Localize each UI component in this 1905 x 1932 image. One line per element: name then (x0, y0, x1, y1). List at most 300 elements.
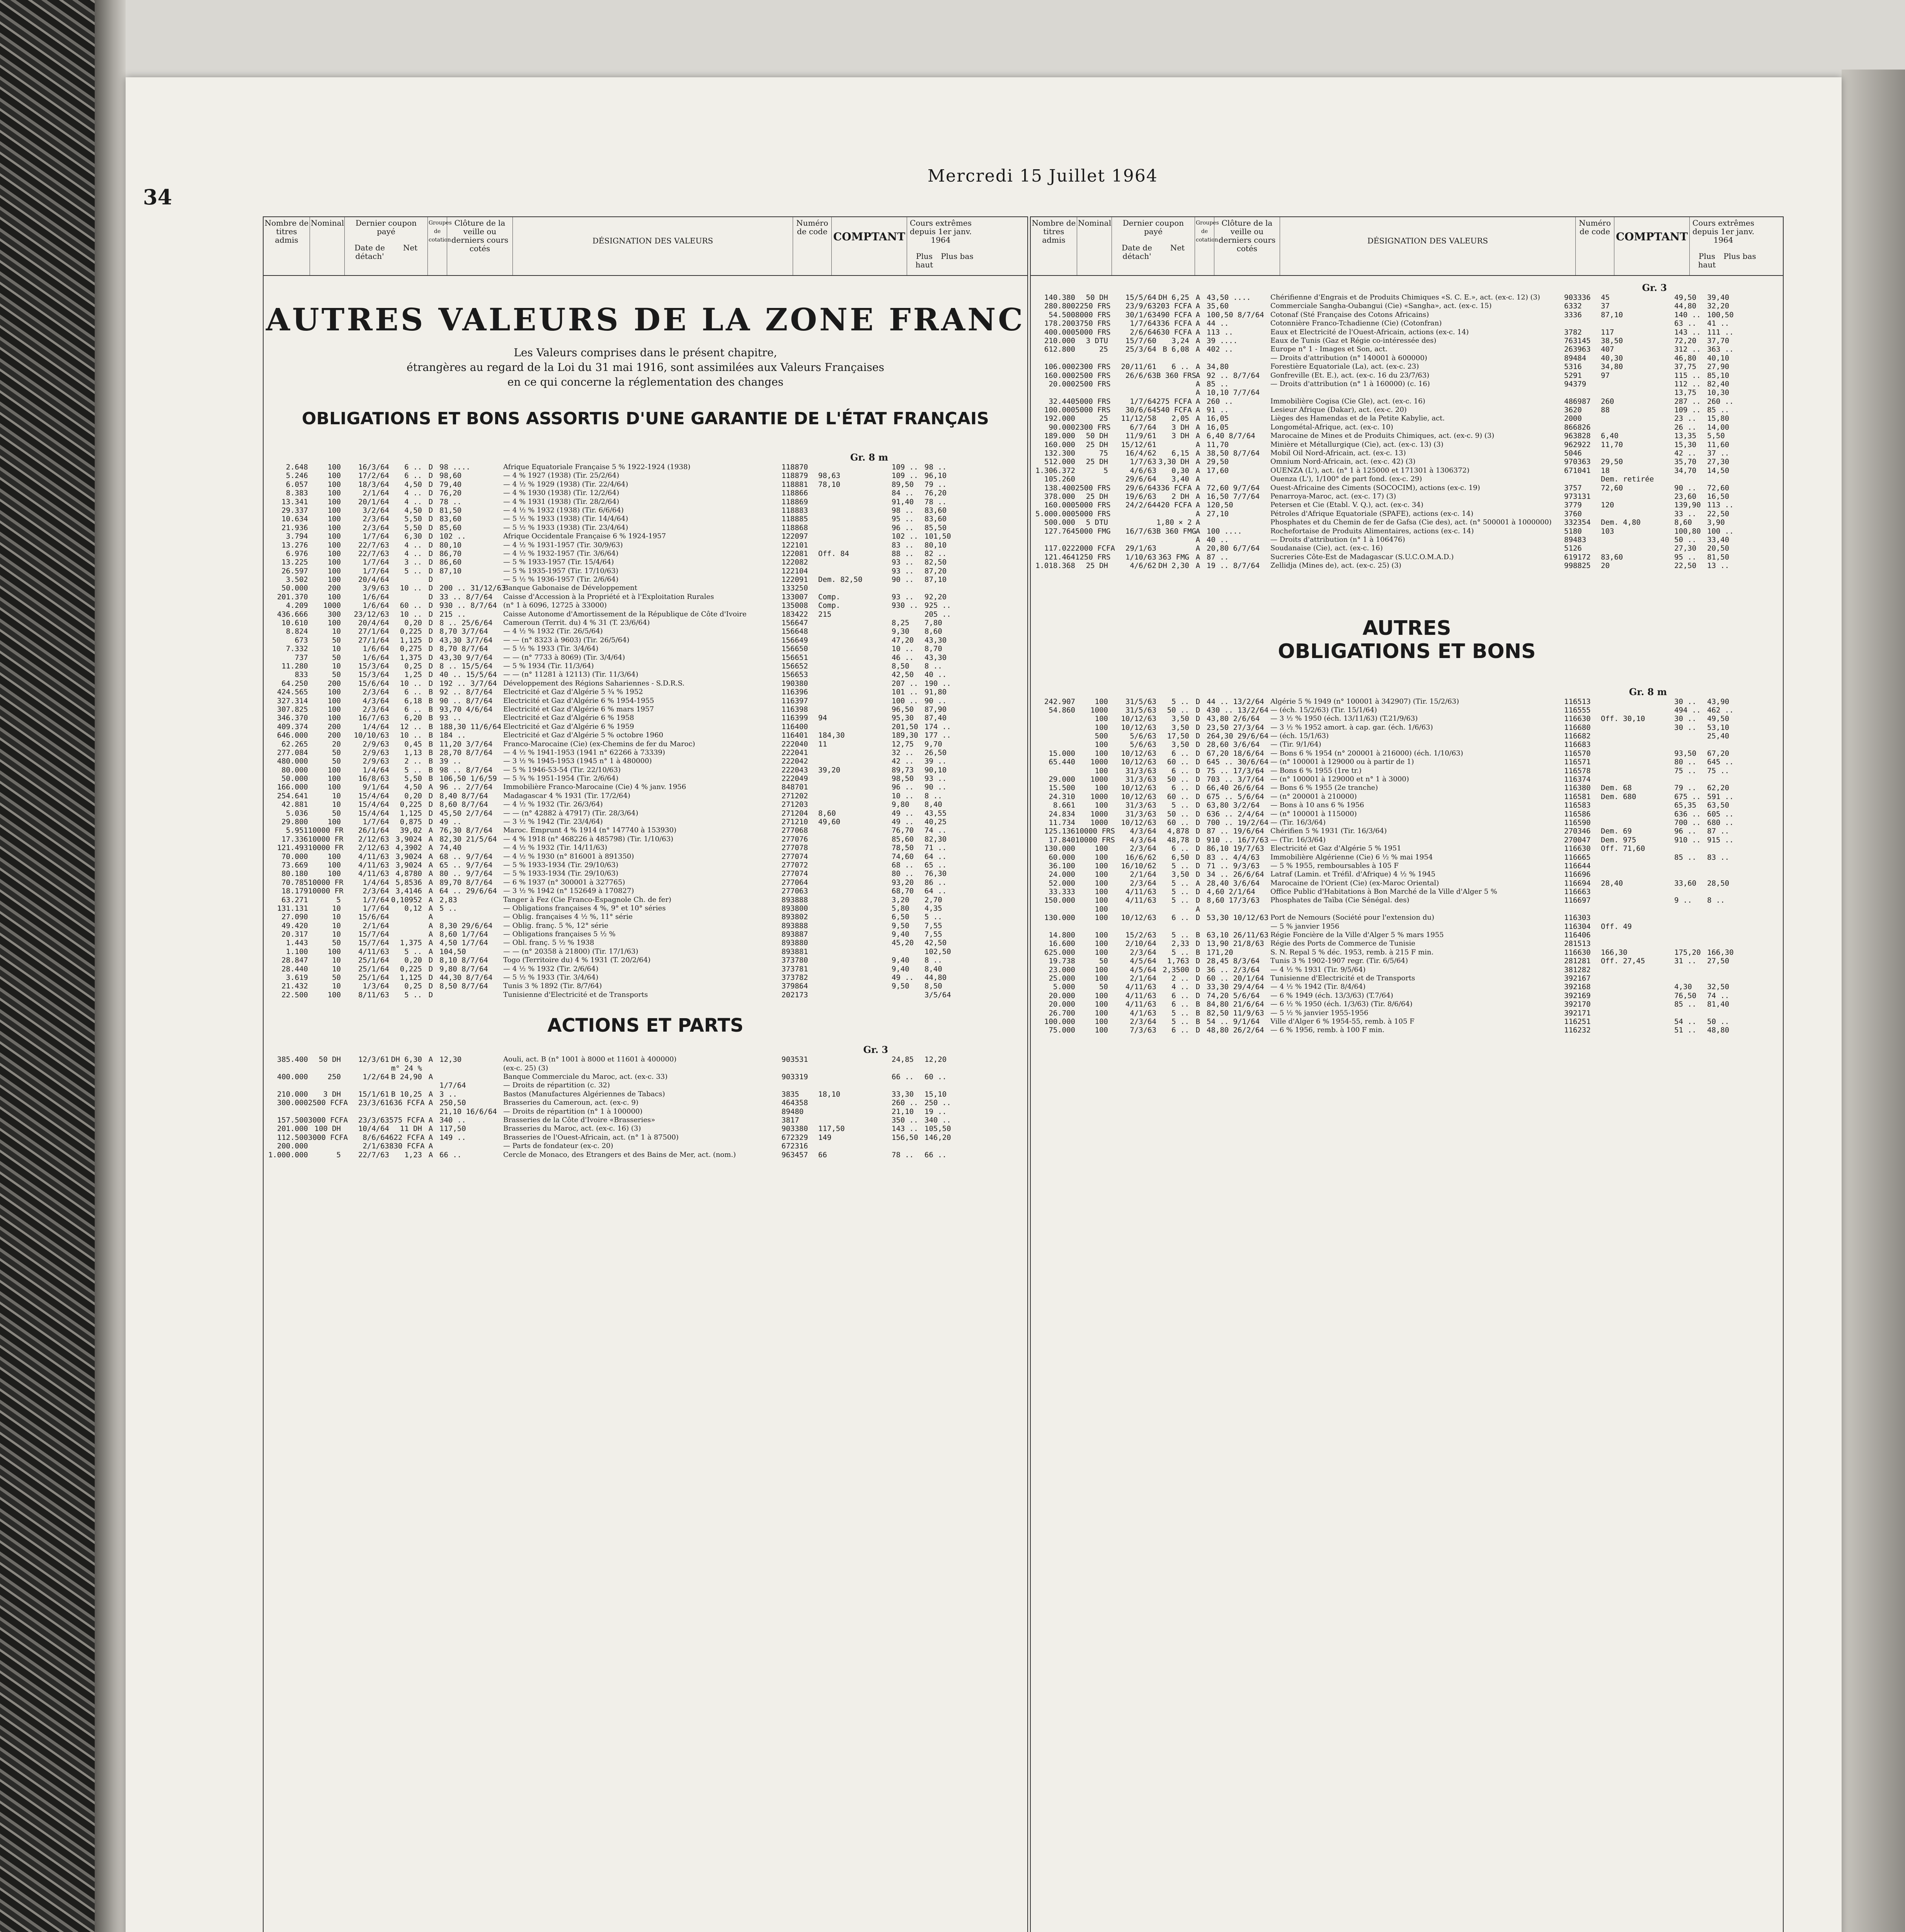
cell-net: B 24,90 (391, 1073, 422, 1081)
cell-date: 4/11/63 (1125, 983, 1156, 992)
cell-plus-haut: 700 .. (1674, 818, 1701, 827)
cell-cloture: 21,10 16/6/64 (439, 1107, 497, 1116)
cell-cloture (439, 575, 503, 584)
table-row (1031, 818, 1783, 827)
cell-date: 4/11/63 (358, 947, 389, 956)
cell-nombre (1031, 740, 1075, 749)
cell-plus-haut: 24,85 (892, 1055, 914, 1064)
table-row (1031, 931, 1783, 939)
cell-code: 122091 (781, 575, 808, 584)
cell-net: 0,20 (404, 619, 422, 628)
cell-code: 3779 (1564, 501, 1582, 510)
cell-nombre: 210.000 (1044, 336, 1075, 345)
cell-groupe: A (428, 1116, 433, 1124)
cell-plus-bas: 74 .. (1707, 991, 1730, 1000)
cell-net: 4 .. (404, 541, 422, 549)
cell-nominal: 2500 FRS (1075, 371, 1111, 380)
cell-date: 15/3/64 (358, 662, 389, 670)
cell-plus-haut: 33,30 (892, 1090, 914, 1099)
cell-designation: Bastos (Manufactures Algériennes de Tabacs) (503, 1090, 665, 1098)
cell-net: 3,50 (1171, 870, 1189, 879)
hdr-nombre: Nombre de titres admis (264, 217, 310, 275)
cell-net (389, 593, 422, 601)
cell-nombre: 62.265 (281, 740, 308, 748)
cell-plus-haut: 49 .. (892, 973, 914, 982)
cell-date: 2/1/64 (363, 921, 389, 930)
cell-plus-haut: 96 .. (892, 523, 914, 532)
cell-comptant: Dem. 69 (1601, 827, 1632, 836)
cell-plus-haut: 76,70 (892, 826, 914, 835)
cell-code: 903380 (781, 1124, 808, 1133)
cell-plus-haut: 85 .. (1674, 1000, 1697, 1009)
cell-date: 2/9/63 (363, 740, 389, 748)
cell-code: 116683 (1564, 740, 1591, 749)
cell-net: 3,9024 (395, 861, 422, 869)
cell-plus-haut: 22,50 (1674, 561, 1697, 570)
left-column (263, 216, 1028, 1932)
cell-nominal: 2500 FRS (1075, 483, 1111, 492)
cell-nominal (1075, 536, 1108, 544)
cell-nominal: 100 (1095, 784, 1108, 793)
cell-nominal: 5 DTU (1086, 518, 1108, 527)
cell-nominal: 100 (327, 619, 341, 628)
cell-cloture: 85,60 (439, 523, 462, 532)
table-row (264, 636, 1027, 645)
cell-comptant (818, 748, 892, 757)
cell-comptant: 407 (1601, 345, 1614, 354)
cell-code: 281281 (1564, 957, 1591, 966)
cell-net: 60 .. (1167, 792, 1189, 801)
cell-designation: Port de Nemours (Société pour l'extension du) (1270, 913, 1434, 922)
cell-net (389, 1081, 422, 1090)
cell-nombre: 737 (295, 653, 308, 662)
cell-nombre: 36.100 (1049, 861, 1075, 870)
cell-nombre: 33.333 (1049, 888, 1075, 896)
cell-date: 23/9/63 (1125, 302, 1156, 311)
cell-nombre: 15.000 (1049, 749, 1075, 758)
cell-plus-bas: 40,25 (924, 818, 947, 827)
cell-date: 15/12/61 (1121, 440, 1156, 449)
table-row (264, 878, 1027, 887)
cell-nombre: 400.000 (1044, 328, 1075, 337)
hdr-dernier-coupon-label: Dernier coupon payé (1122, 218, 1184, 236)
cell-groupe: D (1195, 844, 1200, 853)
cell-nombre: 2.648 (286, 463, 308, 471)
cell-plus-haut (892, 1064, 924, 1073)
cell-net (1156, 544, 1189, 553)
cell-date: 31/5/63 (1125, 697, 1156, 706)
table-row (264, 861, 1027, 869)
cell-nominal: 100 (1095, 844, 1108, 853)
cell-nominal: 10000 FRS (1075, 827, 1115, 836)
cell-date: 3/9/63 (363, 584, 389, 593)
cell-date: 31/5/63 (1125, 706, 1156, 714)
cell-designation: Eaux et Electricité de l'Ouest-Africain, actions (ex-c. 14) (1270, 328, 1469, 336)
cell-designation: Office Public d'Habitations à Bon Marché de la Ville d'Alger 5 % (1270, 888, 1497, 896)
cell-code: 116303 (1564, 913, 1591, 922)
cell-plus-haut (892, 1081, 924, 1090)
table-row (264, 731, 1027, 740)
cell-nominal: 300 (327, 610, 341, 619)
cell-net: 0,225 (400, 800, 422, 809)
hdr-extremes (1690, 217, 1757, 275)
cell-net: 6 .. (1171, 991, 1189, 1000)
table-row (264, 956, 1027, 964)
cell-nombre: 50.000 (281, 774, 308, 783)
cell-nombre: 13.276 (281, 541, 308, 549)
cell-comptant (1601, 801, 1674, 810)
table-row (1031, 406, 1783, 414)
page-stack-edge (1842, 70, 1905, 1932)
cell-plus-haut: 47,20 (892, 636, 914, 645)
cell-comptant (1601, 896, 1674, 905)
cell-plus-bas: 39 .. (924, 757, 947, 766)
table-row (1031, 388, 1783, 397)
cell-cloture: 106,50 1/6/59 (439, 774, 497, 783)
cell-net: 3,50 (1171, 714, 1189, 723)
cell-plus-haut (1674, 888, 1707, 896)
cell-designation: Régie Foncière de la Ville d'Alger 5 % mars 1955 (1270, 931, 1444, 939)
cell-code: 893887 (781, 930, 808, 939)
cell-comptant (1601, 536, 1674, 544)
cell-cloture: 82,30 21/5/64 (439, 835, 497, 844)
cell-nominal: 100 (327, 566, 341, 575)
cell-plus-bas: 925 .. (924, 601, 951, 610)
cell-comptant (1601, 723, 1674, 732)
cell-designation: Electricité et Gaz d'Algérie 6 % 1958 (503, 714, 634, 722)
cell-plus-bas: 39,40 (1707, 293, 1730, 302)
table-row (1031, 793, 1783, 801)
cell-designation: Marocaine de Mines et de Produits Chimiques, act. (ex-c. 9) (3) (1270, 432, 1495, 440)
cell-designation: — Oblig. françaises 4 ½ %, 11° série (503, 913, 633, 921)
cell-comptant (1601, 749, 1674, 758)
cell-comptant (818, 965, 892, 973)
cell-groupe: B (428, 688, 433, 697)
cell-code: 903336 (1564, 293, 1591, 302)
cell-comptant (818, 1107, 892, 1116)
cell-nombre: 90.000 (1049, 423, 1075, 432)
cell-plus-bas: 105,50 (924, 1124, 951, 1133)
cell-nombre: 5.951 (286, 826, 308, 835)
cell-plus-haut: 78,50 (892, 844, 914, 852)
cell-nominal: 25 (1099, 414, 1108, 423)
cell-code: 133250 (781, 584, 808, 593)
cell-groupe: A (428, 835, 433, 844)
cell-plus-bas (1707, 888, 1740, 896)
table-row (264, 913, 1027, 921)
cell-cloture (1207, 354, 1270, 362)
cell-cloture: 8,60 17/3/63 (1207, 896, 1260, 905)
cell-groupe: A (1195, 423, 1200, 432)
cell-plus-bas: 3/5/64 (924, 990, 951, 999)
cell-groupe (1189, 354, 1207, 362)
cell-plus-bas: 83,60 (924, 515, 947, 524)
cell-comptant (818, 723, 892, 731)
cell-date: 31/3/63 (1125, 801, 1156, 810)
cell-designation: S. N. Repal 5 % déc. 1953, remb. à 215 F min. (1270, 948, 1434, 956)
hdr-designation: DÉSIGNATION DES VALEURS (513, 217, 793, 275)
cell-cloture: 43,30 9/7/64 (439, 653, 493, 662)
cell-net (389, 913, 422, 921)
cell-comptant (1601, 862, 1674, 870)
cell-plus-bas: 37 .. (1707, 449, 1730, 458)
cell-date: 2/3/64 (363, 705, 389, 714)
left-rows-obligations (264, 463, 1027, 999)
cell-code: 183422 (781, 610, 808, 619)
table-row (264, 1124, 1027, 1133)
cell-plus-haut: 9,30 (892, 627, 909, 636)
cell-net: m° 24 % (391, 1064, 422, 1073)
cell-nominal: 3 DH (323, 1090, 341, 1099)
table-row (1031, 544, 1783, 553)
table-row (1031, 827, 1783, 835)
cell-plus-haut: 10 .. (892, 791, 914, 800)
cell-designation: — 3 ½ % 1942 (Tir. 23/4/64) (503, 818, 603, 826)
hdr-plus-bas: Plus bas (941, 252, 974, 261)
cell-groupe: A (1195, 553, 1200, 561)
cell-cloture: 6,40 8/7/64 (1207, 432, 1255, 440)
hdr-extremes-label: Cours extrêmes depuis 1er janv. 1964 (909, 218, 972, 245)
table-row (1031, 706, 1783, 714)
cell-nombre: 8.383 (286, 489, 308, 498)
hdr-extremes-label: Cours extrêmes depuis 1er janv. 1964 (1692, 218, 1755, 245)
cell-date: 20/1/64 (358, 497, 389, 506)
cell-designation: — 4 ½ % 1931-1957 (Tir. 30/9/63) (503, 541, 623, 549)
cell-net: 4,3902 (395, 844, 422, 852)
table-row (264, 973, 1027, 982)
cell-plus-bas: 190 .. (924, 679, 951, 688)
cell-plus-haut: 30 .. (1674, 714, 1697, 723)
cell-nominal: 10 (332, 791, 341, 800)
cell-code: 3760 (1564, 509, 1582, 518)
chapter-note (264, 345, 1027, 389)
cell-nominal: 100 (327, 592, 341, 601)
cell-groupe: D (428, 610, 433, 619)
cell-designation: — 3 ½ % 1945-1953 (1945 n° 1 à 480000) (503, 757, 652, 765)
cell-plus-haut: 96 .. (892, 783, 914, 792)
cell-code: 464358 (781, 1099, 808, 1107)
cell-plus-haut: 84 .. (892, 489, 914, 498)
cell-nombre: 22.500 (281, 990, 308, 999)
cell-cloture: 8,10 8/7/64 (439, 956, 488, 965)
cell-net: 2 .. (1171, 974, 1189, 983)
cell-nominal: 100 (1095, 1000, 1108, 1009)
table-row (264, 463, 1027, 471)
cell-plus-bas: 7,80 (924, 619, 942, 628)
cell-net: 636 FCFA (389, 1099, 425, 1107)
cell-net: 6 .. (1171, 749, 1189, 758)
cell-nominal: 2300 FRS (1075, 423, 1111, 432)
cell-plus-haut: 44,80 (1674, 302, 1697, 311)
table-row (264, 896, 1027, 904)
cell-comptant: Dem. retirée (1601, 475, 1654, 484)
cell-nominal: 100 (1095, 965, 1108, 974)
right-table-header (1030, 216, 1784, 276)
cell-cloture: 171,20 (1207, 948, 1233, 957)
cell-cloture: 149 .. (439, 1133, 466, 1142)
cell-date: 2/6/64 (1130, 328, 1156, 337)
cell-groupe: D (428, 575, 433, 584)
cell-designation: — — (n° 42882 à 47917) (Tir. 28/3/64) (503, 809, 638, 817)
cell-plus-bas: 462 .. (1707, 706, 1734, 714)
cell-plus-haut (1674, 775, 1707, 784)
cell-groupe: B (428, 714, 433, 723)
cell-cloture: 703 .. 3/7/64 (1207, 775, 1264, 784)
table-row (264, 567, 1027, 575)
cell-net: 6 .. (1171, 844, 1189, 853)
table-row (1031, 879, 1783, 888)
cell-nombre (1031, 767, 1075, 775)
cell-nombre: 6.057 (286, 480, 308, 489)
table-row (1031, 311, 1783, 319)
cell-nombre: 125.136 (1044, 827, 1075, 836)
cell-groupe: D (1195, 827, 1200, 836)
cell-net: 336 FCFA (1156, 319, 1192, 328)
cell-nombre (1031, 723, 1075, 732)
cell-groupe: A (1195, 501, 1200, 510)
cell-plus-bas: 8,70 (924, 645, 942, 653)
cell-nombre: 210.000 (277, 1090, 308, 1099)
cell-code: 373780 (781, 956, 808, 965)
cell-net (389, 575, 422, 584)
cell-nominal: 100 (1095, 1026, 1108, 1035)
cell-comptant (818, 792, 892, 800)
right-rows-actions (1031, 293, 1783, 570)
table-row (1031, 371, 1783, 380)
cell-designation: Algérie 5 % 1949 (n° 100001 à 342907) (Tir. 15/2/63) (1270, 697, 1459, 706)
cell-groupe: A (428, 1150, 433, 1159)
cell-net: 50 .. (1167, 810, 1189, 818)
cell-code (1564, 475, 1601, 483)
cell-comptant: 20 (1601, 561, 1610, 570)
cell-groupe: D (1195, 775, 1200, 784)
table-row (1031, 380, 1783, 388)
cell-code: 156650 (781, 645, 808, 653)
cell-code: 271204 (781, 809, 808, 818)
cell-groupe: D (428, 489, 433, 498)
cell-plus-haut: 3,20 (892, 895, 909, 904)
table-row (1031, 740, 1783, 749)
cell-cloture: 39 .. (439, 757, 462, 766)
cell-plus-haut: 109 .. (892, 471, 918, 480)
cell-code: 373781 (781, 964, 808, 973)
cell-net: 5 .. (1171, 896, 1189, 905)
cell-net: 6 .. (1171, 1026, 1189, 1035)
cell-plus-haut: 9,50 (892, 982, 909, 991)
cell-nombre: 15.500 (1049, 784, 1075, 793)
table-row (264, 783, 1027, 791)
cell-groupe: D (1195, 706, 1200, 714)
cell-plus-haut: 636 .. (1674, 810, 1701, 818)
cell-nominal: 3000 FCFA (308, 1116, 348, 1124)
cell-code: 190380 (781, 679, 808, 688)
cell-plus-bas: 90 .. (924, 783, 947, 792)
cell-date: 1/7/64 (363, 818, 389, 827)
cell-code: 116586 (1564, 810, 1591, 818)
cell-code: 133007 (781, 592, 808, 601)
cell-designation: Brasseries de l'Ouest-Africain, act. (n° 1 à 87500) (503, 1133, 679, 1141)
cell-designation: — 4 % 1931 (1938) (Tir. 28/2/64) (503, 497, 620, 506)
cell-net (1156, 440, 1189, 449)
cell-date: 10/12/63 (1121, 792, 1156, 801)
cell-nombre: 121.493 (277, 844, 308, 852)
cell-designation (1270, 905, 1564, 913)
cell-cloture: 76,30 8/7/64 (439, 826, 493, 835)
cell-plus-haut: 98 .. (892, 506, 914, 515)
cell-nominal: 100 (327, 818, 341, 827)
cell-cloture (1207, 905, 1270, 913)
cell-groupe: D (1195, 835, 1200, 844)
cell-date: 16/6/62 (1125, 853, 1156, 862)
cell-comptant: 28,40 (1601, 879, 1623, 888)
cell-net: 0,25 (404, 982, 422, 991)
cell-comptant (1601, 380, 1674, 388)
cell-code: 998825 (1564, 561, 1591, 570)
cell-plus-haut: 175,20 (1674, 948, 1701, 957)
table-row (264, 1090, 1027, 1099)
cell-designation: Chérifien 5 % 1931 (Tir. 16/3/64) (1270, 827, 1387, 835)
cell-cloture: 92 .. 8/7/64 (1207, 371, 1260, 380)
cell-designation: Tunis 3 % 1892 (Tir. 8/7/64) (503, 982, 602, 990)
cell-groupe: A (1195, 466, 1200, 475)
cell-nombre: 105.260 (1044, 475, 1075, 484)
cell-plus-haut (892, 610, 924, 619)
cell-code: 392168 (1564, 983, 1591, 992)
cell-plus-haut (1674, 732, 1707, 740)
cell-date (1108, 354, 1156, 362)
cell-groupe: D (428, 463, 433, 471)
cell-plus-bas: 85,10 (1707, 371, 1730, 380)
cell-plus-bas: 43,55 (924, 809, 947, 818)
cell-plus-haut (1674, 475, 1707, 483)
cell-net: 363 FMG (1158, 553, 1189, 561)
cell-cloture: 430 .. 13/2/64 (1207, 706, 1269, 714)
cell-nombre (1031, 905, 1075, 913)
cell-designation: — 4 ½ % 1930 (n° 816001 à 891350) (503, 852, 634, 861)
cell-groupe: D (428, 982, 433, 991)
cell-nombre: 6.976 (286, 549, 308, 558)
cell-designation: — — (n° 7733 à 8069) (Tir. 3/4/64) (503, 653, 625, 662)
cell-plus-bas: 12,20 (924, 1055, 947, 1064)
cell-designation: Minière et Métallurgique (Cie), act. (ex-c. 13) (3) (1270, 440, 1444, 449)
cell-net: 6,15 (1171, 449, 1189, 458)
cell-plus-haut (1674, 862, 1707, 870)
cell-date: 31/3/63 (1125, 775, 1156, 784)
cell-date (1108, 922, 1156, 931)
cell-net (1156, 922, 1189, 931)
cell-groupe: D (428, 662, 433, 670)
cell-plus-haut: 46 .. (892, 653, 914, 662)
cell-comptant (818, 973, 892, 982)
cell-code: 373782 (781, 973, 808, 982)
cell-nominal: 100 (327, 523, 341, 532)
cell-cloture: 12,30 (439, 1055, 462, 1064)
cell-groupe: D (1195, 888, 1200, 896)
cell-designation: — (n° 200001 à 210000) (1270, 792, 1357, 801)
cell-comptant: 117 (1601, 328, 1614, 337)
cell-plus-bas: 8 .. (1707, 896, 1725, 905)
cell-designation (1270, 388, 1564, 397)
cell-net: B 360 FRS (1156, 371, 1196, 380)
cell-plus-haut: 80 .. (892, 869, 914, 878)
table-row (264, 575, 1027, 584)
cell-nominal: 100 (327, 990, 341, 999)
cell-plus-haut: 79 .. (1674, 784, 1697, 793)
cell-date: 4/3/64 (1130, 835, 1156, 844)
cell-net: 1,125 (400, 973, 422, 982)
cell-nominal: 25 DH (1086, 561, 1108, 570)
table-row (264, 610, 1027, 619)
